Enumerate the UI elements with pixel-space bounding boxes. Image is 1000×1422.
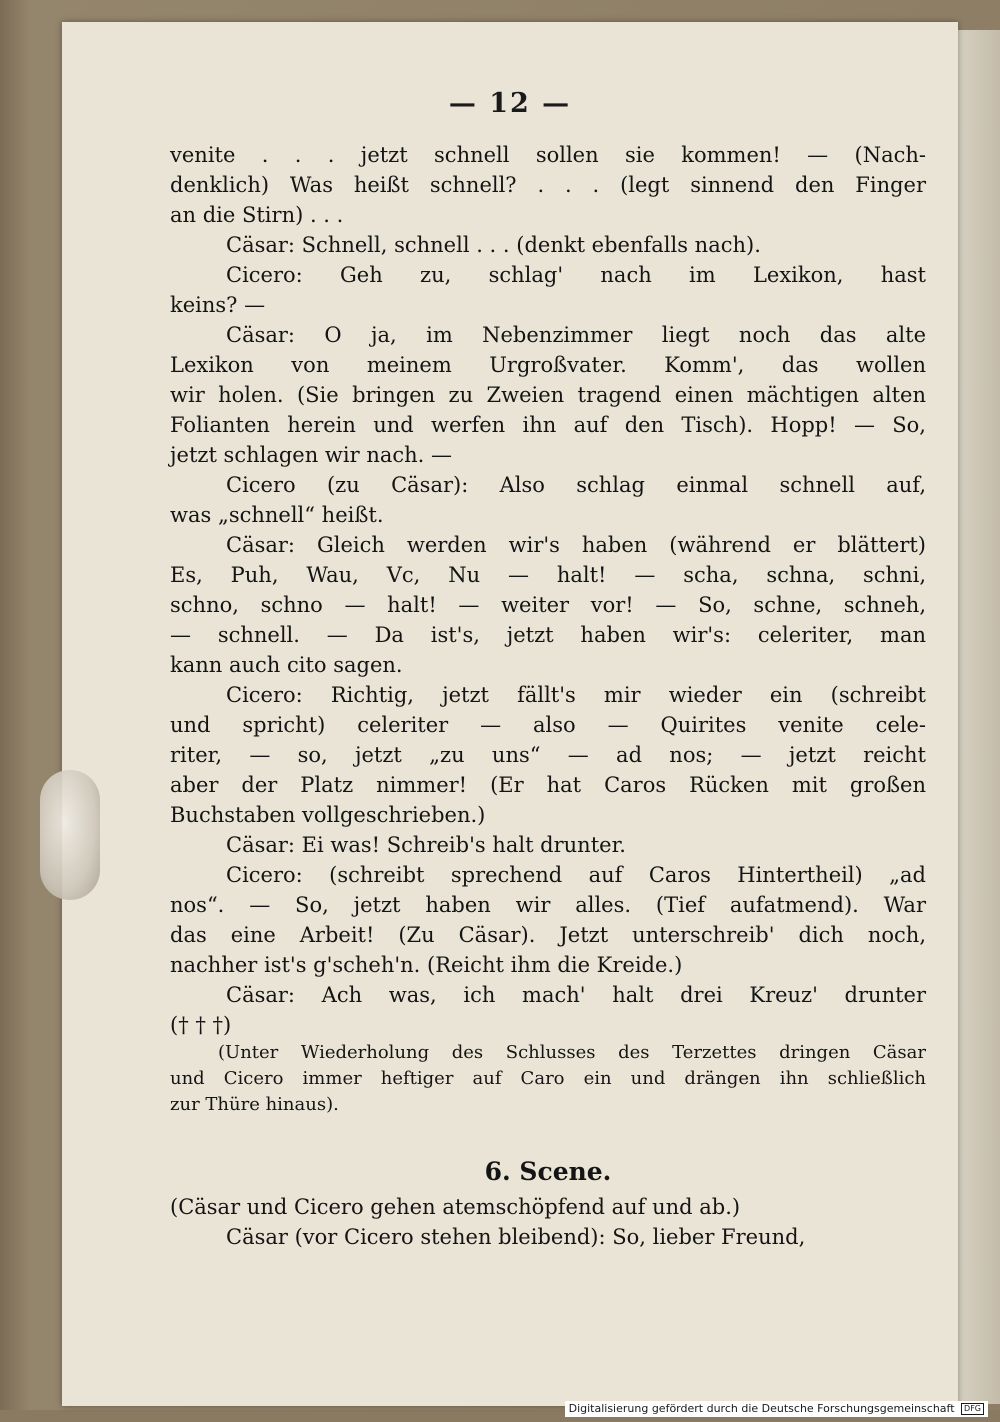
page-clip <box>40 770 100 900</box>
text-line: und spricht) celeriter — also — Quirites venite cele- <box>170 713 926 737</box>
text-line: das eine Arbeit! (Zu Cäsar). Jetzt unterschreib' dich noch, <box>170 923 926 947</box>
page-text <box>170 140 926 1252</box>
stage-direction-line: und Cicero immer heftiger auf Caro ein und drängen ihn schließlich <box>170 1068 926 1089</box>
scene-line: Cäsar (vor Cicero stehen bleibend): So, lieber Freund, <box>226 1225 806 1249</box>
text-line: was „schnell“ heißt. <box>170 503 384 527</box>
text-line: Cicero (zu Cäsar): Also schlag einmal schnell auf, <box>226 473 926 497</box>
stage-direction-line: zur Thüre hinaus). <box>170 1094 339 1115</box>
book-page <box>62 22 958 1406</box>
text-line: Cicero: Richtig, jetzt fällt's mir wieder ein (schreibt <box>226 683 926 707</box>
text-line: Cäsar: Gleich werden wir's haben (während er blättert) <box>226 533 926 557</box>
scene-line: (Cäsar und Cicero gehen atemschöpfend auf und ab.) <box>170 1195 741 1219</box>
dfg-logo: DFG <box>961 1403 984 1415</box>
text-line: denklich) Was heißt schnell? . . . (legt sinnend den Finger <box>170 173 926 197</box>
text-line: Cicero: Geh zu, schlag' nach im Lexikon, hast <box>226 263 926 287</box>
text-line: Cäsar: Ach was, ich mach' halt drei Kreuz' drunter <box>226 983 926 1007</box>
text-line: Es, Puh, Wau, Vc, Nu — halt! — scha, schna, schni, <box>170 563 926 587</box>
next-page-edge <box>958 30 1000 1404</box>
text-line: Cäsar: Ei was! Schreib's halt drunter. <box>226 833 626 857</box>
text-line: Buchstaben vollgeschrieben.) <box>170 803 486 827</box>
footer-text: Digitalisierung gefördert durch die Deutsche Forschungsgemeinschaft <box>568 1402 955 1415</box>
text-line: († † †) <box>170 1013 232 1037</box>
text-line: an die Stirn) . . . <box>170 203 344 227</box>
text-line: venite . . . jetzt schnell sollen sie kommen! — (Nach- <box>170 143 926 167</box>
text-line: riter, — so, jetzt „zu uns“ — ad nos; — jetzt reicht <box>170 743 926 767</box>
text-line: wir holen. (Sie bringen zu Zweien tragend einen mächtigen alten <box>170 383 926 407</box>
stage-direction-line: (Unter Wiederholung des Schlusses des Terzettes dringen Cäsar <box>218 1042 926 1063</box>
text-line: jetzt schlagen wir nach. — <box>170 443 453 467</box>
scene-heading: 6. Scene. <box>484 1157 612 1186</box>
text-line: Cäsar: Schnell, schnell . . . (denkt ebenfalls nach). <box>226 233 761 257</box>
text-line: Lexikon von meinem Urgroßvater. Komm', das wollen <box>170 353 926 377</box>
text-line: Folianten herein und werfen ihn auf den Tisch). Hopp! — So, <box>170 413 926 437</box>
text-line: kann auch cito sagen. <box>170 653 403 677</box>
text-line: aber der Platz nimmer! (Er hat Caros Rücken mit großen <box>170 773 926 797</box>
text-line: nachher ist's g'scheh'n. (Reicht ihm die Kreide.) <box>170 953 683 977</box>
text-line: schno, schno — halt! — weiter vor! — So, schne, schneh, <box>170 593 926 617</box>
text-line: Cäsar: O ja, im Nebenzimmer liegt noch das alte <box>226 323 926 347</box>
text-line: keins? — <box>170 293 266 317</box>
text-line: Cicero: (schreibt sprechend auf Caros Hintertheil) „ad <box>226 863 926 887</box>
page-number: — 12 — <box>448 88 572 119</box>
digitization-footer <box>565 1401 988 1417</box>
text-line: nos“. — So, jetzt haben wir alles. (Tief aufatmend). War <box>170 893 926 917</box>
text-line: — schnell. — Da ist's, jetzt haben wir's: celeriter, man <box>170 623 926 647</box>
